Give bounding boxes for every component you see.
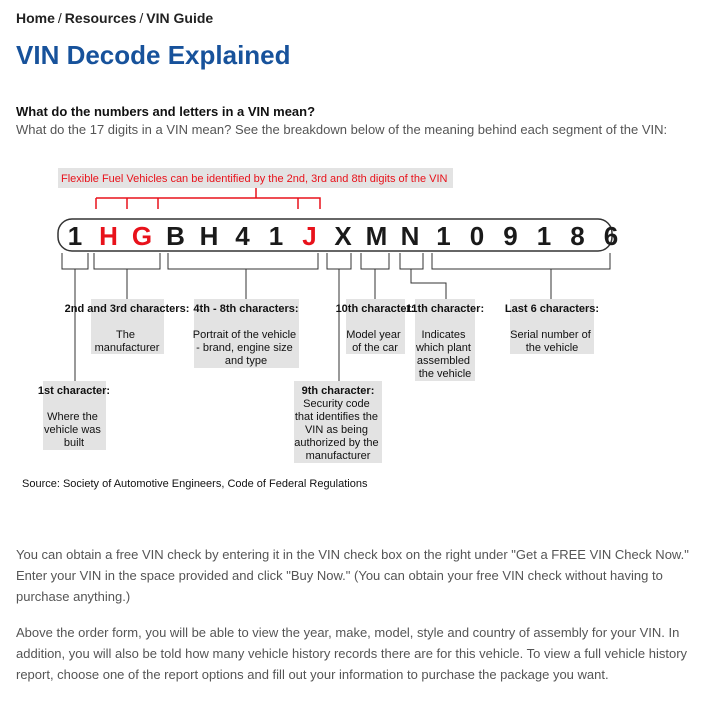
bracket-2nd-3rd	[94, 253, 160, 269]
bracket-9th	[327, 253, 351, 269]
label-line: and type	[224, 355, 268, 367]
label-title-text: 4th - 8th characters:	[193, 303, 299, 315]
label-title-4th-8th	[193, 303, 298, 315]
bracket-last-6	[432, 253, 610, 269]
vin-char-17: 6	[603, 221, 619, 251]
vin-char-14: 9	[503, 221, 518, 251]
body-paragraph-2: Above the order form, you will be able to view the year, make, model, style and country of assembly for your VIN. In addition, you will also be told how many vehicle history records there are for this vehicle. To view a full vehicle history report, choose one of the report options and fill out your information to purchase the package you want.	[16, 625, 688, 682]
label-line: which plant	[415, 342, 471, 354]
label-line: Security code	[303, 398, 370, 410]
label-line: the vehicle	[525, 342, 579, 354]
source-text: Source: Society of Automotive Engineers, Code of Federal Regulations	[22, 478, 368, 490]
breadcrumb-separator: /	[139, 10, 144, 26]
vin-diagram	[0, 165, 705, 495]
vin-char-5: H	[199, 221, 219, 251]
vin-char-3: G	[131, 221, 153, 251]
label-title-10th	[336, 303, 415, 315]
vin-char-8: J	[302, 221, 317, 251]
label-line: Indicates	[421, 329, 466, 341]
label-title-text: 1st character:	[37, 385, 111, 397]
page-title: VIN Decode Explained	[16, 40, 291, 70]
label-title-text: 10th character:	[335, 303, 415, 315]
label-line: assembled	[416, 355, 471, 367]
vin-char-6: 4	[235, 221, 250, 251]
label-title-11th	[406, 303, 484, 315]
ffv-note-text: Flexible Fuel Vehicles can be identified by the 2nd, 3rd and 8th digits of the VIN	[61, 173, 448, 185]
breadcrumb-vin-guide-link[interactable]: VIN Guide	[146, 10, 214, 26]
label-title-text: 2nd and 3rd characters:	[64, 303, 190, 315]
label-line: that identifies the	[294, 411, 379, 423]
label-title-text: Last 6 characters:	[504, 303, 600, 315]
label-title-1st	[38, 385, 110, 397]
label-title-text: 11th character:	[405, 303, 485, 315]
label-line: vehicle was	[44, 424, 101, 436]
vin-char-9: X	[334, 221, 352, 251]
label-desc-9th	[294, 398, 381, 462]
vin-char-11: N	[400, 221, 420, 251]
vin-char-1: 1	[67, 221, 83, 251]
vin-char-16: 8	[570, 221, 585, 251]
label-line: Serial number of	[510, 329, 591, 341]
label-line: Model year	[346, 329, 401, 341]
label-line: Where the	[47, 411, 98, 423]
vin-char-13: 0	[469, 221, 485, 251]
vin-char-7: 1	[268, 221, 284, 251]
label-line: Portrait of the vehicle	[192, 329, 297, 341]
bracket-11th	[400, 253, 423, 269]
ffv-bracket	[96, 188, 320, 209]
label-line: the vehicle	[418, 368, 472, 380]
vin-char-10: M	[365, 221, 388, 251]
vin-char-12: 1	[436, 221, 451, 251]
label-line: The	[115, 329, 135, 341]
label-line: of the car	[352, 342, 398, 354]
connector-11th	[411, 269, 446, 299]
label-desc-10th	[346, 329, 403, 354]
breadcrumb-separator: /	[57, 10, 62, 26]
label-title-last-6	[505, 303, 599, 315]
label-line: VIN as being	[304, 424, 368, 436]
label-line: built	[63, 437, 85, 449]
section-heading: What do the numbers and letters in a VIN mean?	[16, 104, 316, 119]
label-title-2nd-3rd	[65, 303, 190, 315]
vin-char-15: 1	[536, 221, 552, 251]
label-title-9th	[302, 385, 375, 397]
vin-char-2: H	[99, 221, 118, 251]
label-line: - brand, engine size	[196, 342, 293, 354]
label-title-text: 9th character:	[301, 385, 375, 397]
label-desc-11th	[415, 329, 474, 380]
body-paragraph-1: You can obtain a free VIN check by entering it in the VIN check box on the right under "Get a FREE VIN Check Now." Enter your VIN in the space provided and click "Buy Now." (You can obtain your free VIN check without having to purchase anything.)	[16, 547, 689, 604]
label-line: authorized by the	[294, 437, 379, 449]
breadcrumb-resources-link[interactable]: Resources	[64, 10, 137, 26]
intro-text: What do the 17 digits in a VIN mean? See the breakdown below of the meaning behind each segment of the VIN:	[16, 122, 668, 137]
vin-char-4: B	[166, 221, 185, 251]
bracket-4th-8th	[168, 253, 318, 269]
breadcrumb	[16, 10, 213, 26]
label-line: manufacturer	[305, 450, 371, 462]
bracket-1st	[62, 253, 88, 269]
label-line: manufacturer	[94, 342, 160, 354]
breadcrumb-home-link[interactable]: Home	[16, 10, 55, 26]
bracket-10th	[361, 253, 389, 269]
